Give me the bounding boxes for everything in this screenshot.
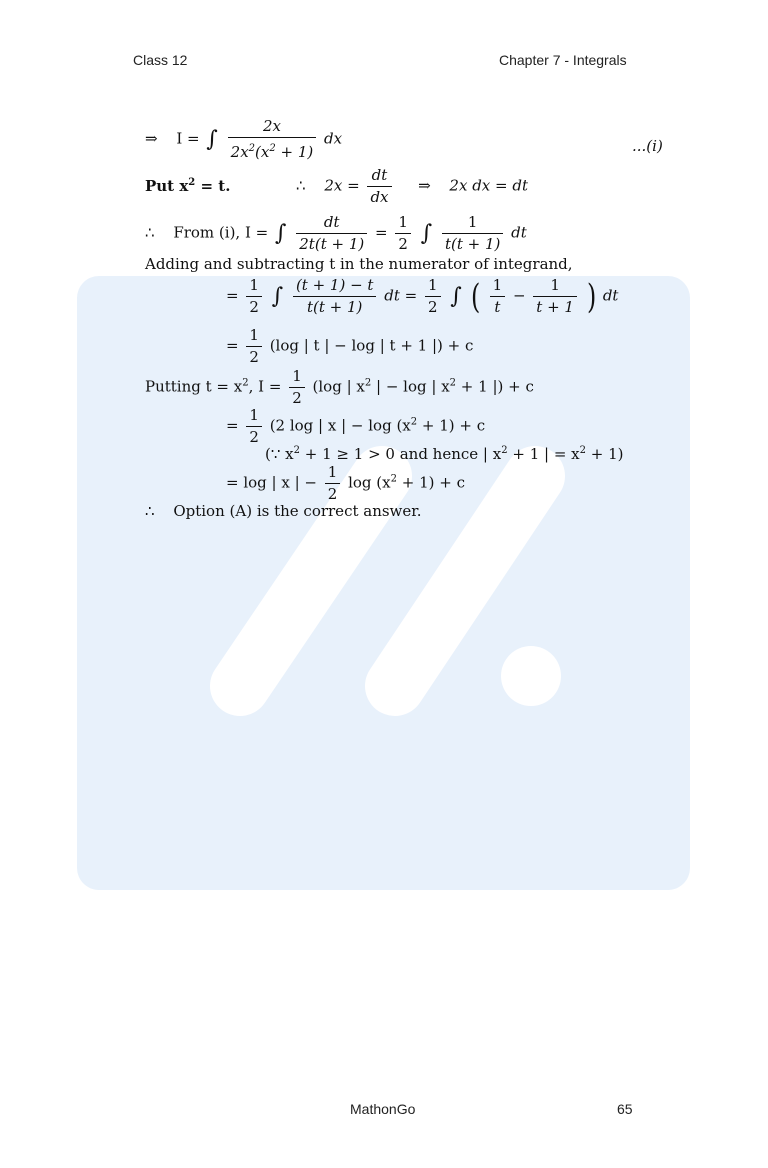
- fraction: $\frac{1}{2}$: [289, 367, 305, 408]
- integral-sign: ∫: [450, 284, 462, 309]
- eq-line-1: [145, 117, 342, 162]
- eq-line-3: ∴ From (i), I = ∫ $\frac{dt}{2t(t + 1)}$ = $\frac{1}{2}$ ∫ $\frac{1}{t(t + 1)}$ dt: [145, 213, 527, 253]
- therefore-symbol: ∴: [145, 223, 155, 242]
- eq-line-7: Putting $t = x^2$, I = $\frac{1}{2}$ (log | $x^2$ | − log | $x^2 + 1$ |) + c: [145, 367, 534, 407]
- fraction: $\frac{1}{t(t + 1)}$: [442, 213, 503, 254]
- integral-sign: ∫: [206, 127, 218, 152]
- header-class: Class 12: [133, 52, 188, 68]
- fraction: $\frac{1}{2}$: [395, 213, 411, 254]
- integral-sign: ∫: [271, 284, 284, 309]
- therefore-symbol: ∴: [295, 176, 306, 195]
- integral-sign: ∫: [420, 221, 433, 246]
- therefore-symbol: ∴: [145, 502, 155, 520]
- implies-symbol: ⇒: [418, 176, 431, 195]
- eq-line-2: Put $x^2 = t$. ∴ 2x = $\frac{dt}{dx}$ ⇒ 2x dx = dt: [145, 166, 528, 206]
- fraction: $\frac{1}{2}$: [246, 276, 262, 317]
- fraction: $\frac{1}{t}$: [490, 276, 506, 317]
- eq-line-6: = $\frac{1}{2}$ (log | t | − log | t + 1 |) + c: [226, 326, 474, 366]
- footer-brand: MathonGo: [350, 1101, 416, 1117]
- eq-line-9: (∵ $x^2 + 1 \ge 1 > 0$ and hence | $x^2 + 1$ | = $x^2 + 1$): [265, 445, 624, 463]
- fraction: $\frac{1}{2}$: [325, 463, 341, 504]
- eq-line-5: = $\frac{1}{2}$ ∫ $\frac{(t + 1) - t}{t(t + 1)}$ dt = $\frac{1}{2}$ ∫ ( $\frac{1}{t}$ − $\frac{1}{t + 1}$ ) dt: [226, 276, 619, 317]
- fraction: $\frac{1}{2}$: [425, 276, 441, 317]
- fraction: $\frac{2x}{2x^2(x^2 + 1)}$: [228, 117, 317, 162]
- text-line: Adding and subtracting t in the numerator of integrand,: [145, 255, 573, 273]
- page-number: 65: [617, 1101, 633, 1117]
- fraction: $\frac{dt}{2t(t + 1)}$: [296, 213, 367, 254]
- eq-line-8: = $\frac{1}{2}$ (2 log | x | − $\log (x^2 + 1) + c$: [226, 406, 486, 446]
- eq-lhs: I =: [176, 129, 200, 148]
- equation-tag: ...(i): [632, 137, 663, 155]
- integral-sign: ∫: [275, 221, 287, 246]
- conclusion-line: ∴ Option (A) is the correct answer.: [145, 502, 422, 520]
- header-chapter: Chapter 7 - Integrals: [499, 52, 627, 68]
- implies-symbol: ⇒: [145, 129, 158, 148]
- fraction: $\frac{1}{t + 1}$: [533, 276, 577, 317]
- differential: dx: [324, 129, 343, 148]
- fraction: $\frac{1}{2}$: [246, 406, 262, 447]
- fraction: $\frac{dt}{dx}$: [367, 166, 391, 207]
- eq-line-10: = log | x | − $\frac{1}{2}$ $\log (x^2 + 1) + c$: [226, 463, 465, 503]
- fraction: $\frac{1}{2}$: [246, 326, 262, 367]
- fraction: $\frac{(t + 1) - t}{t(t + 1)}$: [293, 276, 377, 317]
